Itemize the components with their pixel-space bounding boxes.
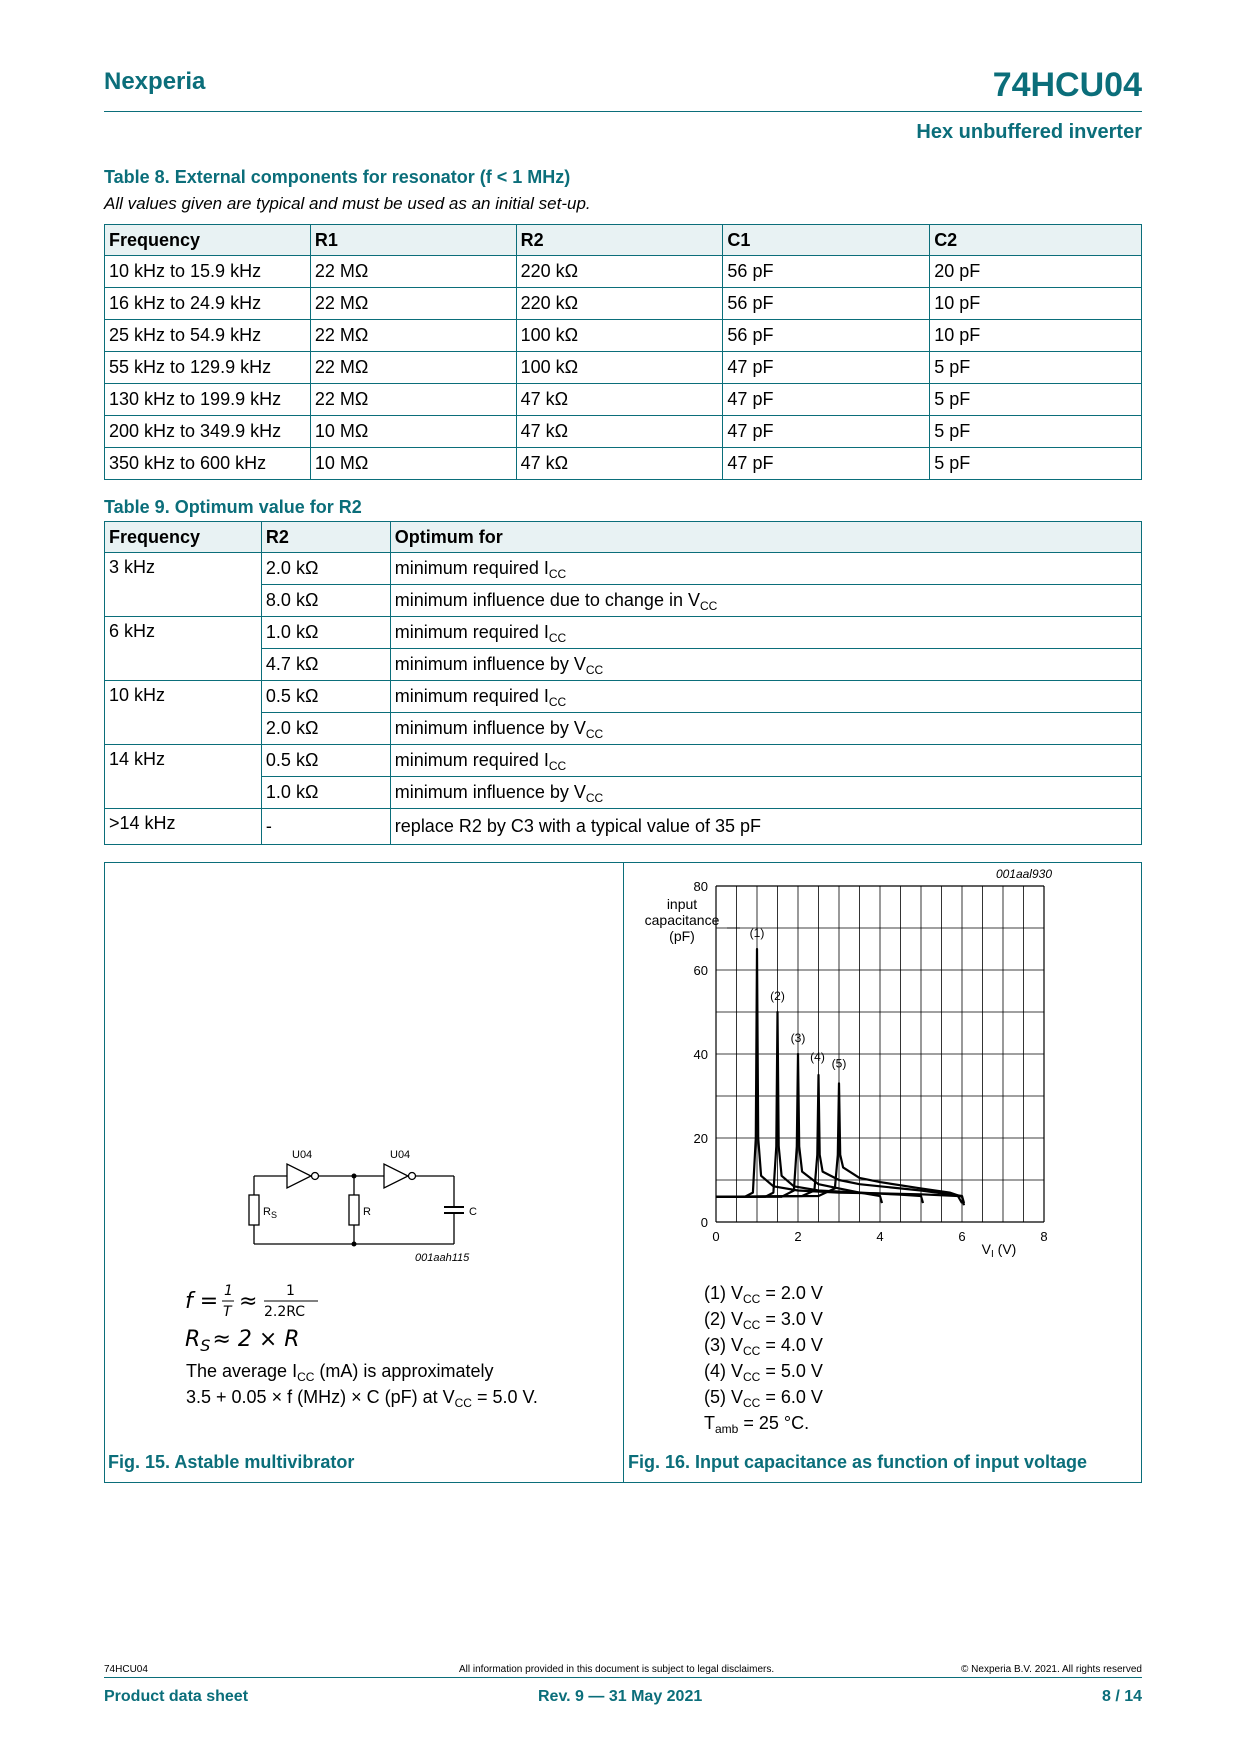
table9-frequency-cell: >14 kHz [105,809,262,845]
footer-doc-type: Product data sheet [104,1688,249,1705]
condition-line: (2) $V_{CC} = 3.0$ V [704,1309,823,1332]
table8-caption: Table 8. External components for resonator (f < 1 MHz) [104,167,571,187]
gate2-label: U04 [390,1149,411,1161]
table8-cell: 56 pF [723,320,930,352]
table8-cell: 10 kHz to 15.9 kHz [105,256,311,288]
table9-header-cell: Optimum for [390,522,1141,553]
x-tick-label: 0 [712,1229,720,1244]
fig16-code: 001aal930 [995,867,1052,881]
table9-r2-cell: 0.5 kΩ [261,681,390,713]
inverter-gate-2 [384,1164,408,1188]
table8-cell: 22 MΩ [310,384,516,416]
brand-logo-text: Nexperia [104,68,206,95]
fig16-conditions [704,1280,823,1436]
table9-frequency-cell: 14 kHz [105,745,262,809]
table8-header-cell: R1 [310,225,516,256]
resistor-r [349,1195,359,1225]
c-label: C [469,1206,477,1218]
part-number: 74HCU04 [992,66,1142,104]
table9-header-cell: R2 [261,522,390,553]
table8-header-cell: C2 [930,225,1142,256]
footer-doc-id: 74HCU04 [104,1664,148,1675]
table9-optimum-cell: minimum influence by $V_{CC}$ [390,777,1141,809]
input-capacitance-chart [624,862,1142,1282]
table8-cell: 16 kHz to 24.9 kHz [105,288,311,320]
resistor-rs [249,1195,259,1225]
table8-header-cell: R2 [516,225,723,256]
table-row [105,352,1142,384]
x-tick-label: 6 [958,1229,966,1244]
fig15-code: 001aah115 [415,1252,470,1264]
table9-optimum-cell: minimum required $I_{CC}$ [390,745,1141,777]
table8-cell: 220 kΩ [516,288,723,320]
y-tick-label: 60 [693,963,708,978]
eq-num1: 1 [224,1283,233,1299]
fig15-caption: Fig. 15. Astable multivibrator [108,1452,355,1472]
table9-optimum-cell: minimum required $I_{CC}$ [390,553,1141,585]
condition-line: (3) $V_{CC} = 4.0$ V [704,1335,823,1358]
astable-multivibrator-schematic [240,1140,490,1265]
table8-cell: 20 pF [930,256,1142,288]
table9-frequency-cell: 3 kHz [105,553,262,617]
inverter-gate-1 [287,1164,311,1188]
x-tick-label: 8 [1040,1229,1048,1244]
table8-cell: 10 MΩ [310,416,516,448]
y-tick-label: 0 [700,1215,708,1230]
y-axis-label-line: input [666,896,698,912]
table-row [105,809,1142,845]
curve-label-2: (2) [770,989,785,1003]
rs-label: $R_S$ [263,1206,277,1220]
eq-r: $R_S\approx 2 \times R$ [185,1327,300,1355]
table-row [105,288,1142,320]
table8-cell: 22 MΩ [310,320,516,352]
table-row [105,416,1142,448]
table-row [105,553,1142,585]
footer-copyright: © Nexperia B.V. 2021. All rights reserved [961,1664,1142,1675]
table8-cell: 47 pF [723,416,930,448]
y-tick-label: 20 [693,1131,708,1146]
footer-disclaimer: All information provided in this document is subject to legal disclaimers. [459,1664,775,1675]
table8-cell: 47 kΩ [516,384,723,416]
fig15-description: The average $I_{CC}$ (mA) is approximately 3.5 + 0.05 × f (MHz) × C (pF) at $V_{CC} = 5.0$ V. [186,1361,538,1410]
x-tick-label: 4 [876,1229,884,1244]
curve-label-5: (5) [831,1056,847,1071]
table8-cell: 47 pF [723,384,930,416]
header-rule [104,111,1142,112]
table8-cell: 350 kHz to 600 kHz [105,448,311,480]
y-axis-label-line: capacitance [644,912,720,928]
table8-cell: 47 pF [723,352,930,384]
y-axis-label [645,896,720,944]
curve-label-1: (1) [749,926,765,940]
table8-cell: 56 pF [723,288,930,320]
table9-optimum-cell: minimum influence due to change in $V_{CC}$ [390,585,1141,617]
table8-cell: 10 pF [930,320,1142,352]
footer-page-number: 8 / 14 [1101,1688,1142,1705]
table8-cell: 47 kΩ [516,448,723,480]
x-tick-label: 2 [794,1229,802,1244]
y-tick-label: 40 [693,1047,708,1062]
table8 [104,224,1142,480]
table8-cell: 47 kΩ [516,416,723,448]
table8-cell: 100 kΩ [516,352,723,384]
table8-cell: 5 pF [930,416,1142,448]
table-row [105,448,1142,480]
x-axis-label: $V_I$ (V) [981,1241,1017,1260]
eq-den2: 2.2RC [264,1304,306,1320]
eq-approx: ≈ [239,1289,258,1314]
r-label: R [363,1206,371,1218]
table-row [105,745,1142,777]
table9-optimum-cell: minimum required $I_{CC}$ [390,681,1141,713]
table8-cell: 22 MΩ [310,256,516,288]
table9-r2-cell: - [261,809,390,845]
table8-cell: 200 kHz to 349.9 kHz [105,416,311,448]
table8-cell: 220 kΩ [516,256,723,288]
table9-r2-cell: 0.5 kΩ [261,745,390,777]
eq-den1: T [223,1304,232,1320]
table8-cell: 10 pF [930,288,1142,320]
table9-optimum-cell: minimum influence by $V_{CC}$ [390,649,1141,681]
gate1-label: U04 [292,1149,313,1161]
table8-cell: 47 pF [723,448,930,480]
table8-cell: 5 pF [930,384,1142,416]
table9-r2-cell: 4.7 kΩ [261,649,390,681]
table-row [105,384,1142,416]
table9-r2-cell: 1.0 kΩ [261,777,390,809]
table8-note: All values given are typical and must be used as an initial set-up. [104,194,591,213]
table-row [105,256,1142,288]
table8-cell: 22 MΩ [310,288,516,320]
fig16-caption: Fig. 16. Input capacitance as function of input voltage [628,1452,1088,1472]
y-tick-label: 80 [693,879,708,894]
condition-line: $T_{amb} = 25$ °C. [704,1413,810,1436]
footer-rule [104,1677,1142,1678]
condition-line: (5) $V_{CC} = 6.0$ V [704,1387,823,1410]
table9-r2-cell: 2.0 kΩ [261,713,390,745]
eq-num2: 1 [286,1283,295,1299]
table9-frequency-cell: 6 kHz [105,617,262,681]
table9-frequency-cell: 10 kHz [105,681,262,745]
table-row [105,681,1142,713]
curve-series-3 [716,1054,882,1203]
table8-header-cell: C1 [723,225,930,256]
table-row [105,320,1142,352]
table9-r2-cell: 2.0 kΩ [261,553,390,585]
table9-r2-cell: 1.0 kΩ [261,617,390,649]
curve-label-4: (4) [810,1050,825,1064]
table9-optimum-cell: minimum influence by $V_{CC}$ [390,713,1141,745]
table8-cell: 5 pF [930,352,1142,384]
table8-cell: 55 kHz to 129.9 kHz [105,352,311,384]
table8-cell: 10 MΩ [310,448,516,480]
table8-cell: 22 MΩ [310,352,516,384]
condition-line: (1) $V_{CC} = 2.0$ V [704,1283,823,1306]
y-axis-label-line: (pF) [669,928,695,944]
condition-line: (4) $V_{CC} = 5.0$ V [704,1361,823,1384]
table8-header-cell: Frequency [105,225,311,256]
table8-cell: 25 kHz to 54.9 kHz [105,320,311,352]
document-subtitle: Hex unbuffered inverter [916,121,1142,143]
eq-f: f = [185,1289,219,1314]
footer-revision: Rev. 9 — 31 May 2021 [538,1688,703,1705]
frequency-equation [182,1280,342,1360]
curve-label-3: (3) [790,1031,806,1045]
table9-optimum-cell: minimum required $I_{CC}$ [390,617,1141,649]
table8-cell: 5 pF [930,448,1142,480]
table9-optimum-cell: replace R2 by C3 with a typical value of 35 pF [390,809,1141,845]
table8-cell: 56 pF [723,256,930,288]
table8-cell: 100 kΩ [516,320,723,352]
table9-caption: Table 9. Optimum value for R2 [104,497,362,517]
table9-header-cell: Frequency [105,522,262,553]
table8-cell: 130 kHz to 199.9 kHz [105,384,311,416]
table9 [104,521,1142,845]
table9-r2-cell: 8.0 kΩ [261,585,390,617]
table-row [105,617,1142,649]
